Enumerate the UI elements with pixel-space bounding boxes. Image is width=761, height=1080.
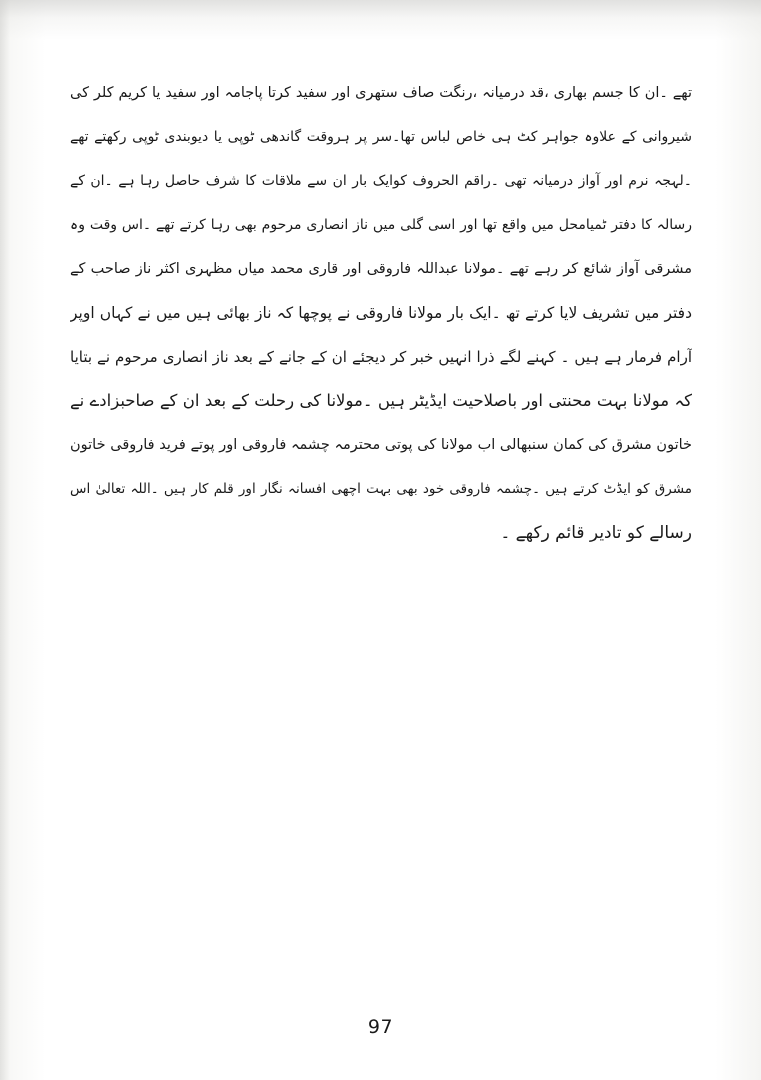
text-line-last: رسالے کو تادیر قائم رکھے ۔ <box>500 523 692 543</box>
body-text <box>70 78 692 562</box>
text-line: آرام فرمار ہے ہیں ۔ کہنے لگے ذرا انہیں خبر کر دیجئے ان کے جانے کے بعد ناز انصاری مرحوم نے بتایا <box>70 348 692 366</box>
text-line: شیروانی کے علاوہ جواہر کٹ ہی خاص لباس تھا۔سر پر ہروقت گاندھی ٹوپی یا دیوبندی ٹوپی رکھتے تھے <box>70 129 692 145</box>
text-line: رسالہ کا دفتر ٹمیامحل میں واقع تھا اور اسی گلی میں ناز انصاری مرحوم بھی رہا کرتے تھے ۔اس وقت وہ <box>70 217 692 233</box>
scan-shadow-top <box>0 0 761 40</box>
text-line: دفتر میں تشریف لایا کرتے تھ ۔ایک بار مولانا فاروقی نے پوچھا کہ ناز بھائی ہیں میں نے کہاں اوپر <box>70 304 692 322</box>
text-line: ۔لہجہ نرم اور آواز درمیانہ تھی ۔راقم الحروف کوایک بار ان سے ملاقات کا شرف حاصل رہا ہے ۔ان کے <box>70 173 692 189</box>
text-line: مشرقی آواز شائع کر رہے تھے ۔مولانا عبداللہ فاروقی اور قاری محمد میاں مظہری اکثر ناز صاحب کے <box>70 261 692 277</box>
text-line: تھے ۔ان کا جسم بھاری ،قد درمیانہ ،رنگت صاف ستھری اور سفید کرتا پاجامہ اور سفید یا کریم کلر کی <box>70 85 692 101</box>
page-number: 97 <box>367 1016 394 1038</box>
text-line: مشرق کو ایڈٹ کرتے ہیں ۔چشمہ فاروقی خود بھی بہت اچھی افسانہ نگار اور قلم کار ہیں ۔اللہ تعالیٰ اس <box>70 481 692 497</box>
text-line: کہ مولانا بہت محنتی اور باصلاحیت ایڈیٹر ہیں ۔مولانا کی رحلت کے بعد ان کے صاحبزادے نے <box>70 391 692 410</box>
scan-shadow-left <box>0 0 10 1080</box>
text-line: خاتون مشرق کی کمان سنبھالی اب مولانا کی پوتی محترمہ چشمہ فاروقی اور پوتے فرید فاروقی خاتون <box>70 437 692 453</box>
